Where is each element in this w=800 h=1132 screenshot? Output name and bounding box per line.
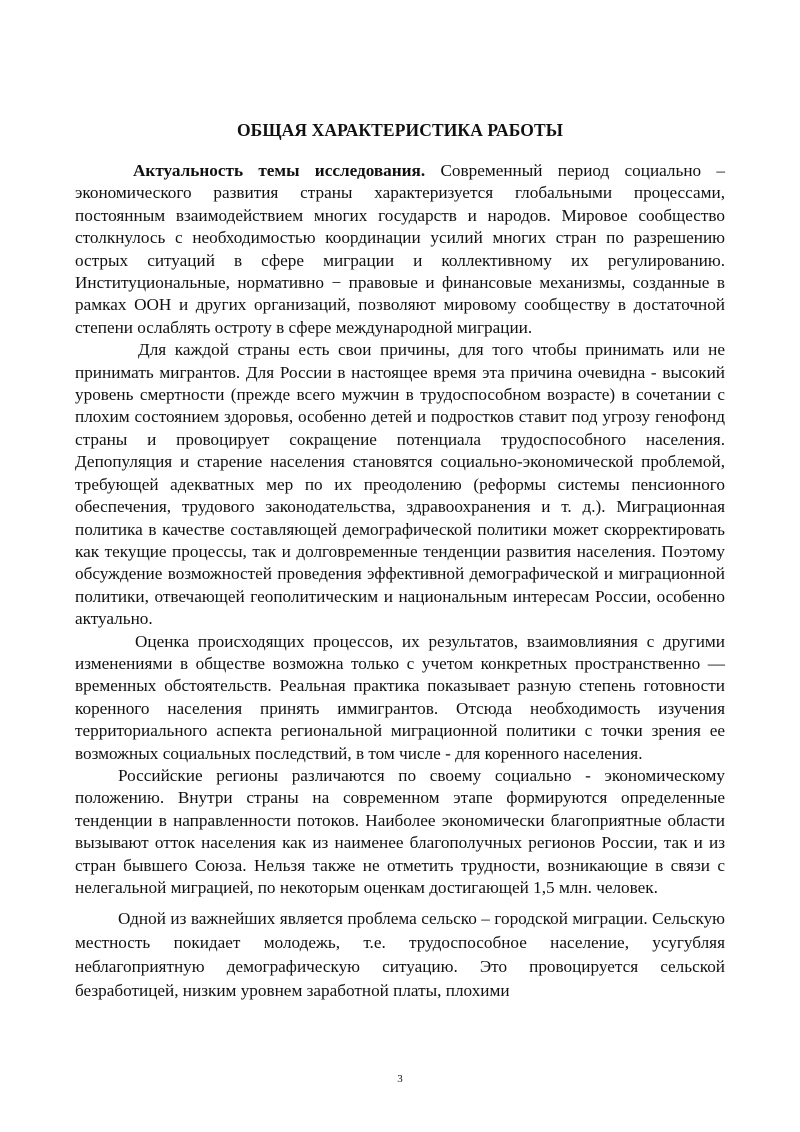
paragraph-regional-differences: Российские регионы различаются по своему социально - экономическому положению. Внутри страны на современном этапе формируются определенные тенденции в направленности потоков. Наиболее экономически благоприятные области вызывают отток населения как из наименее благополучных регионов России, так и из стран бывшего Союза. Нельзя также не отметить трудности, возникающие в связи с нелегальной миграцией, по некоторым оценкам достигающей 1,5 млн. человек. bbox=[75, 765, 725, 897]
paragraph-lead: Актуальность темы исследования. bbox=[133, 161, 426, 180]
paragraph-text: Современный период социально – экономического развития страны характеризуется глобальными процессами, постоянным взаимодействием многих государств и народов. Мировое сообщество столкнулось с необходимостью координации усилий многих стран по разрешению острых ситуаций в сфере миграции и коллективному их регулированию. Институциональные, нормативно − правовые и финансовые механизмы, созданные в рамках ООН и других организаций, позволяют мировому сообществу в достаточной степени ослаблять остроту в сфере международной миграции. bbox=[75, 161, 726, 337]
paragraph-process-assessment: Оценка происходящих процессов, их результатов, взаимовлияния с другими изменениями в обществе возможна только с учетом конкретных пространственно — временных обстоятельств. Реальная практика показывает разную степень готовности коренного населения принять иммигрантов. Отсюда необходимость изучения территориального аспекта региональной миграционной политики с точки зрения ее возможных социальных последствий, в том числе - для коренного населения. bbox=[75, 631, 725, 763]
paragraph-relevance bbox=[75, 160, 725, 339]
document-body bbox=[75, 118, 725, 1003]
page-title: ОБЩАЯ ХАРАКТЕРИСТИКА РАБОТЫ bbox=[236, 120, 564, 140]
page-number: 3 bbox=[397, 1073, 403, 1085]
paragraph-rural-urban-migration: Одной из важнейших является проблема сельско – городской миграции. Сельскую местность покидает молодежь, т.е. трудоспособное население, усугубляя неблагоприятную демографическую ситуацию. Это провоцируется сельской безработицей, низким уровнем заработной платы, плохими bbox=[75, 909, 725, 1001]
paragraph-migration-reasons: Для каждой страны есть свои причины, для того чтобы принимать или не принимать мигрантов. Для России в настоящее время эта причина очевидна - высокий уровень смертности (прежде всего мужчин в трудоспособном возрасте) в сочетании с плохим состоянием здоровья, особенно детей и подростков ставит под угрозу генофонд страны и провоцирует сокращение потенциала трудоспособного населения. Депопуляция и старение населения становятся социально-экономической проблемой, требующей адекватных мер по их преодолению (реформы системы пенсионного обеспечения, трудового законодательства, здравоохранения и т. д.). Миграционная политика в качестве составляющей демографической политики может скорректировать как текущие процессы, так и долговременные тенденции развития населения. Поэтому обсуждение возможностей проведения эффективной демографической и миграционной политики, отвечающей геополитическим и национальным интересам России, особенно актуально. bbox=[75, 340, 725, 629]
